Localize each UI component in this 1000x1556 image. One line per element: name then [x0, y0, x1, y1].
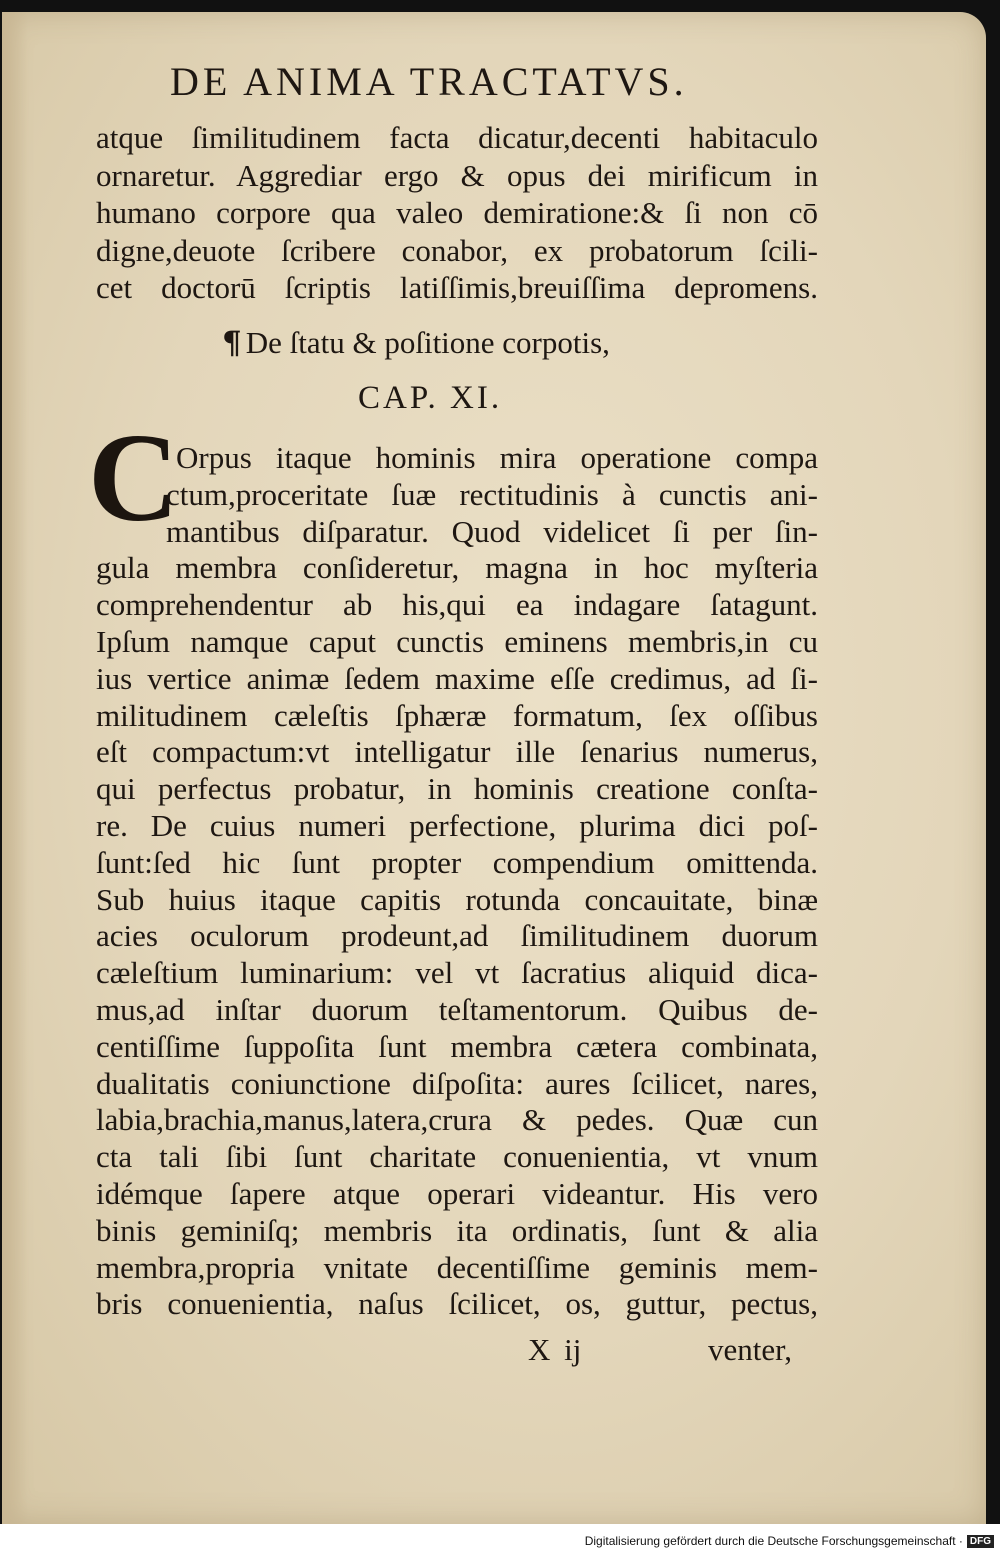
signature-mark: X ij	[528, 1332, 582, 1367]
text-column	[88, 0, 818, 1400]
text-line: comprehendentur ab his,qui ea indagare ſatagunt.	[96, 587, 818, 623]
digitization-credit	[585, 1534, 994, 1548]
page-gutter-shadow	[2, 12, 28, 1524]
text-line: acies oculorum prodeunt,ad ſimilitudinem duorum	[96, 918, 818, 954]
running-head: DE ANIMA TRACTATVS.	[170, 59, 688, 104]
text-line: membra,propria vnitate decentiſſime geminis mem-	[96, 1249, 818, 1285]
text-line: ornaretur. Aggrediar ergo & opus dei mirificum in	[96, 157, 818, 193]
dfg-logo: DFG	[967, 1535, 994, 1548]
text-line: militudinem cæleſtis ſphæræ formatum, ſex oſſibus	[96, 697, 818, 733]
text-line: humano corpore qua valeo demiratione:& ſi non cō	[96, 195, 818, 230]
credit-text: Digitalisierung gefördert durch die Deutsche Forschungsgemeinschaft ·	[584, 1534, 963, 1548]
text-line: idémque ſapere atque operari videantur. His vero	[96, 1176, 818, 1211]
text-line: Sub huius itaque capitis rotunda concauitate, binæ	[96, 881, 818, 917]
text-line: mantibus diſparatur. Quod videlicet ſi per ſin-	[166, 513, 818, 549]
text-line: dualitatis coniunctione diſpoſita: aures ſcilicet, nares,	[96, 1065, 818, 1101]
text-line: cet doctorū ſcriptis latiſſimis,breuiſſima depromens.	[96, 270, 818, 305]
text-line: atque ſimilitudinem facta dicatur,decenti habitaculo	[96, 120, 818, 155]
text-line: digne,deuote ſcribere conabor, ex probatorum ſcili-	[96, 232, 818, 268]
text-line: labia,brachia,manus,latera,crura & pedes. Quæ cun	[96, 1102, 818, 1138]
text-line: bris conuenientia, naſus ſcilicet, os, guttur, pectus,	[96, 1286, 818, 1322]
text-line: ſunt:ſed hic ſunt propter compendium omittenda.	[96, 844, 818, 880]
catchword: venter,	[708, 1332, 792, 1367]
rubric-text: De ſtatu & poſitione corpotis,	[245, 325, 610, 360]
text-line: Ipſum namque caput cunctis eminens membris,in cu	[96, 624, 818, 659]
text-line: ctum,proceritate ſuæ rectitudinis à cunctis ani-	[166, 476, 818, 512]
text-line: cta tali ſibi ſunt charitate conuenientia, vt vnum	[96, 1139, 818, 1175]
text-line: eſt compactum:vt intelligatur ille ſenarius numerus,	[96, 734, 818, 770]
section-rubric	[222, 325, 610, 361]
text-line: cæleſtium luminarium: vel vt ſacratius aliquid dica-	[96, 955, 818, 991]
text-line: Orpus itaque hominis mira operatione compa	[176, 440, 818, 475]
text-line: re. De cuius numeri perfectione, plurima dici poſ-	[96, 808, 818, 843]
text-line: binis geminiſq; membris ita ordinatis, ſunt & alia	[96, 1212, 818, 1248]
text-line: ius vertice animæ ſedem maxime eſſe credimus, ad ſi-	[96, 660, 818, 696]
text-line: mus,ad inſtar duorum teſtamentorum. Quibus de-	[96, 992, 818, 1027]
drop-cap-initial: C	[88, 409, 179, 548]
pilcrow-mark: ¶	[222, 325, 242, 361]
text-line: gula membra conſideretur, magna in hoc myſteria	[96, 550, 818, 586]
text-line: qui perfectus probatur, in hominis creatione conſta-	[96, 771, 818, 807]
chapter-heading: CAP. XI.	[358, 380, 503, 416]
text-line: centiſſime ſuppoſita ſunt membra cætera combinata,	[96, 1028, 818, 1064]
